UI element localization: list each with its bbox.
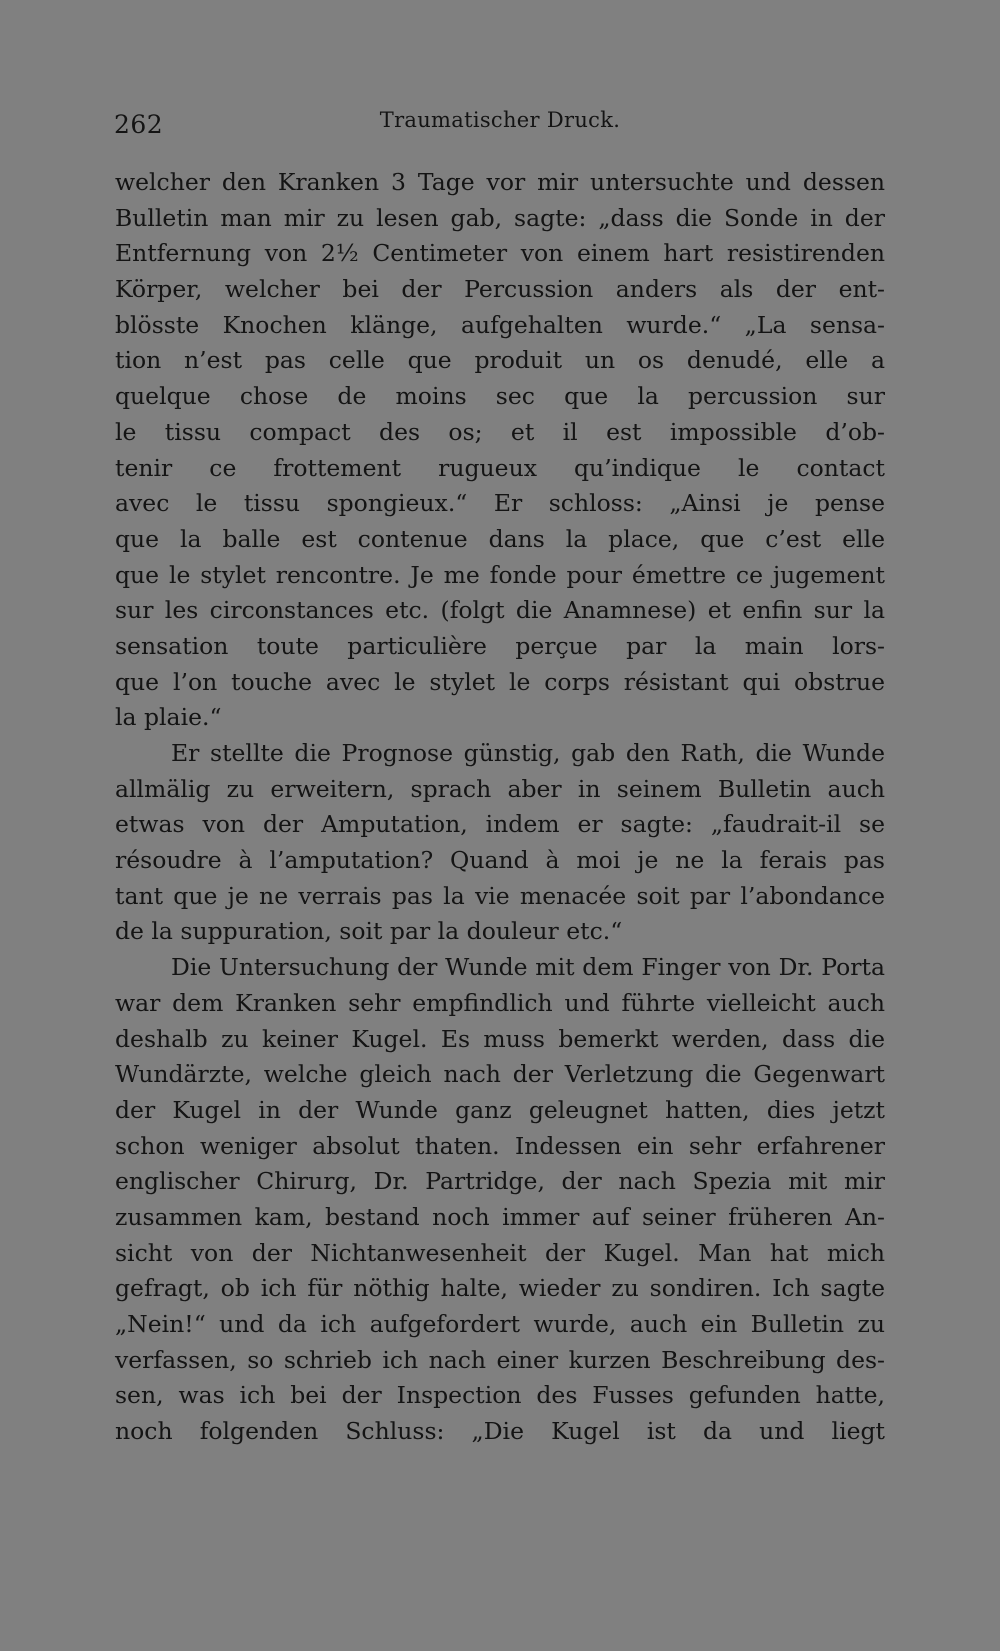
text-line: Körper, welcher bei der Percussion anders als der ent-	[115, 275, 885, 304]
text-line: Wundärzte, welche gleich nach der Verletzung die Gegenwart	[115, 1060, 885, 1089]
text-line: sur les circonstances etc. (folgt die Anamnese) et enfin sur la	[115, 596, 885, 625]
text-line: résoudre à l’amputation? Quand à moi je ne la ferais pas	[115, 846, 885, 875]
text-line: englischer Chirurg, Dr. Partridge, der nach Spezia mit mir	[115, 1167, 885, 1196]
text-line: tion n’est pas celle que produit un os denudé, elle a	[115, 346, 885, 375]
text-line: le tissu compact des os; et il est impossible d’ob-	[115, 417, 885, 446]
text-line: gefragt, ob ich für nöthig halte, wieder zu sondiren. Ich sagte	[115, 1274, 885, 1303]
text-line: tenir ce frottement rugueux qu’indique le contact	[115, 453, 885, 482]
text-line: que la balle est contenue dans la place, que c’est elle	[115, 524, 885, 553]
text-line: sen, was ich bei der Inspection des Fusses gefunden hatte,	[115, 1381, 885, 1410]
text-line: avec le tissu spongieux.“ Er schloss: „Ainsi je pense	[115, 489, 885, 518]
page-number: 262	[114, 110, 164, 139]
text-line: Er stellte die Prognose günstig, gab den Rath, die Wunde	[171, 739, 885, 767]
text-line: blösste Knochen klänge, aufgehalten wurde.“ „La sensa-	[115, 310, 885, 339]
running-head: Traumatischer Druck.	[379, 108, 621, 132]
text-line: schon weniger absolut thaten. Indessen ein sehr erfahrener	[115, 1131, 885, 1160]
text-line: quelque chose de moins sec que la percussion sur	[115, 382, 885, 411]
text-line: Bulletin man mir zu lesen gab, sagte: „dass die Sonde in der	[115, 203, 885, 232]
text-line: la plaie.“	[115, 703, 222, 732]
text-line: deshalb zu keiner Kugel. Es muss bemerkt werden, dass die	[115, 1024, 885, 1053]
text-line: de la suppuration, soit par la douleur etc.“	[115, 917, 623, 946]
text-line: tant que je ne verrais pas la vie menacée soit par l’abondance	[115, 881, 885, 910]
text-line: zusammen kam, bestand noch immer auf seiner früheren An-	[115, 1202, 885, 1231]
text-line: noch folgenden Schluss: „Die Kugel ist da und liegt	[115, 1417, 885, 1446]
text-line: sicht von der Nichtanwesenheit der Kugel. Man hat mich	[115, 1238, 885, 1267]
body-text	[115, 165, 885, 1450]
text-line: Die Untersuchung der Wunde mit dem Finger von Dr. Porta	[171, 953, 885, 982]
text-line: que l’on touche avec le stylet le corps résistant qui obstrue	[115, 667, 885, 696]
text-line: sensation toute particulière perçue par la main lors-	[115, 631, 885, 660]
text-line: Entfernung von 2½ Centimeter von einem hart resistirenden	[115, 239, 885, 268]
text-line: etwas von der Amputation, indem er sagte: „faudrait-il se	[115, 810, 885, 839]
text-line: verfassen, so schrieb ich nach einer kurzen Beschreibung des-	[115, 1345, 885, 1374]
text-line: welcher den Kranken 3 Tage vor mir untersuchte und dessen	[115, 168, 885, 196]
text-line: allmälig zu erweitern, sprach aber in seinem Bulletin auch	[115, 774, 885, 803]
text-line: „Nein!“ und da ich aufgefordert wurde, auch ein Bulletin zu	[115, 1310, 885, 1338]
text-line: que le stylet rencontre. Je me fonde pour émettre ce jugement	[115, 560, 885, 589]
text-line: war dem Kranken sehr empfindlich und führte vielleicht auch	[115, 988, 885, 1017]
text-line: der Kugel in der Wunde ganz geleugnet hatten, dies jetzt	[115, 1095, 885, 1124]
